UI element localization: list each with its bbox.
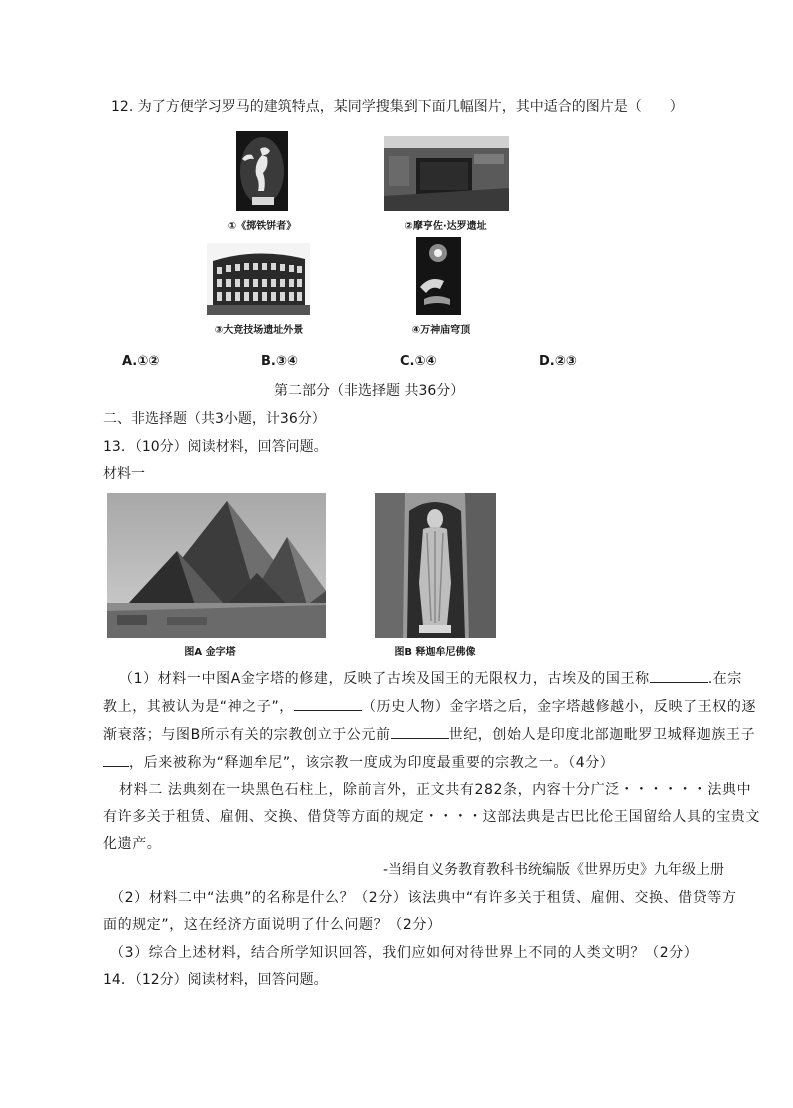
q13-part1-line3 xyxy=(103,724,755,744)
material-two-line2: 有许多关于租赁、雇佣、交换、借贷等方面的规定・・・・这部法典是古巴比伦王国留给人具的宝贵文 xyxy=(103,809,760,825)
q13-part1-text-d: （历史人物）金字塔之后，金字塔越修越小，反映了王权的逐 xyxy=(361,699,757,715)
option-b: B.③④ xyxy=(261,354,298,369)
q13-part1-text-b: .在宗 xyxy=(707,671,742,687)
q13-part1-line1 xyxy=(119,668,742,688)
mohenjo-daro-image xyxy=(384,136,509,211)
q13-part1-text-c: 教上，其被认为是“神之子”， xyxy=(103,699,294,715)
q13-part1-line2 xyxy=(103,696,756,716)
question-14-stem: 14．（12分）阅读材料，回答问题。 xyxy=(103,972,328,988)
question-13-stem: 13．（10分）阅读材料，回答问题。 xyxy=(103,439,328,455)
blank-founder[interactable] xyxy=(103,752,129,767)
caption-figure-2: ②摩亨佐·达罗遗址 xyxy=(404,221,487,232)
q13-part1-text-f: 世纪，创始人是印度北部迦毗罗卫城释迦族王子 xyxy=(448,727,756,743)
blank-century[interactable] xyxy=(391,724,449,739)
part-two-title: 第二部分（非选择题 共36分） xyxy=(274,383,465,399)
caption-figure-b: 图B 释迦牟尼佛像 xyxy=(394,647,476,658)
q13-part1-text-e: 渐衰落；与图B所示有关的宗教创立于公元前 xyxy=(103,727,391,743)
question-12-stem: 12. 为了方便学习罗马的建筑特点，某同学搜集到下面几幅图片，其中适合的图片是（ ） xyxy=(111,99,684,115)
q13-part2-line2: 面的规定”，这在经济方面说明了什么问题？（2分） xyxy=(103,917,442,933)
blank-king-title[interactable] xyxy=(650,668,708,683)
section-heading: 二、非选择题（共3小题，计36分） xyxy=(103,411,326,427)
caption-figure-1: ①《掷铁饼者》 xyxy=(227,221,297,232)
q13-part3: （3）综合上述材料，结合所学知识回答，我们应如何对待世界上不同的人类文明？（2分） xyxy=(110,945,699,961)
q13-part1-text-a: （1）材料一中图A金字塔的修建，反映了古埃及国王的无限权力，古埃及的国王称 xyxy=(119,671,650,687)
colosseum-image xyxy=(207,243,310,315)
material-two-line3: 化遗产。 xyxy=(103,836,162,852)
option-a: A.①② xyxy=(122,354,160,369)
material-one-label: 材料一 xyxy=(103,466,145,482)
pantheon-dome-image xyxy=(416,237,461,315)
pyramids-image xyxy=(107,493,326,638)
discobolus-image xyxy=(236,131,288,211)
blank-historical-figure[interactable] xyxy=(294,696,362,711)
q13-part1-line4 xyxy=(103,752,614,772)
material-two-line1: 材料二 法典刻在一块黑色石柱上，除前言外，正文共有282条，内容十分广泛・・・・・・法典中 xyxy=(119,782,752,798)
caption-figure-a: 图A 金字塔 xyxy=(184,647,236,658)
option-c: C.①④ xyxy=(400,354,437,369)
buddha-statue-image xyxy=(375,493,496,638)
option-d: D.②③ xyxy=(539,354,577,369)
q13-part1-text-g: ，后来被称为“释迦牟尼”，该宗教一度成为印度最重要的宗教之一。（4分） xyxy=(129,755,615,771)
caption-figure-3: ③大竞技场遗址外景 xyxy=(214,325,304,336)
caption-figure-4: ④万神庙穹顶 xyxy=(411,325,471,336)
q13-part2-line1: （2）材料二中“法典”的名称是什么？（2分）该法典中“有许多关于租赁、雇佣、交换、借贷等方 xyxy=(110,890,737,906)
material-two-source: -当绢自义务教育教科书统编版《世界历史》九年级上册 xyxy=(383,862,725,878)
